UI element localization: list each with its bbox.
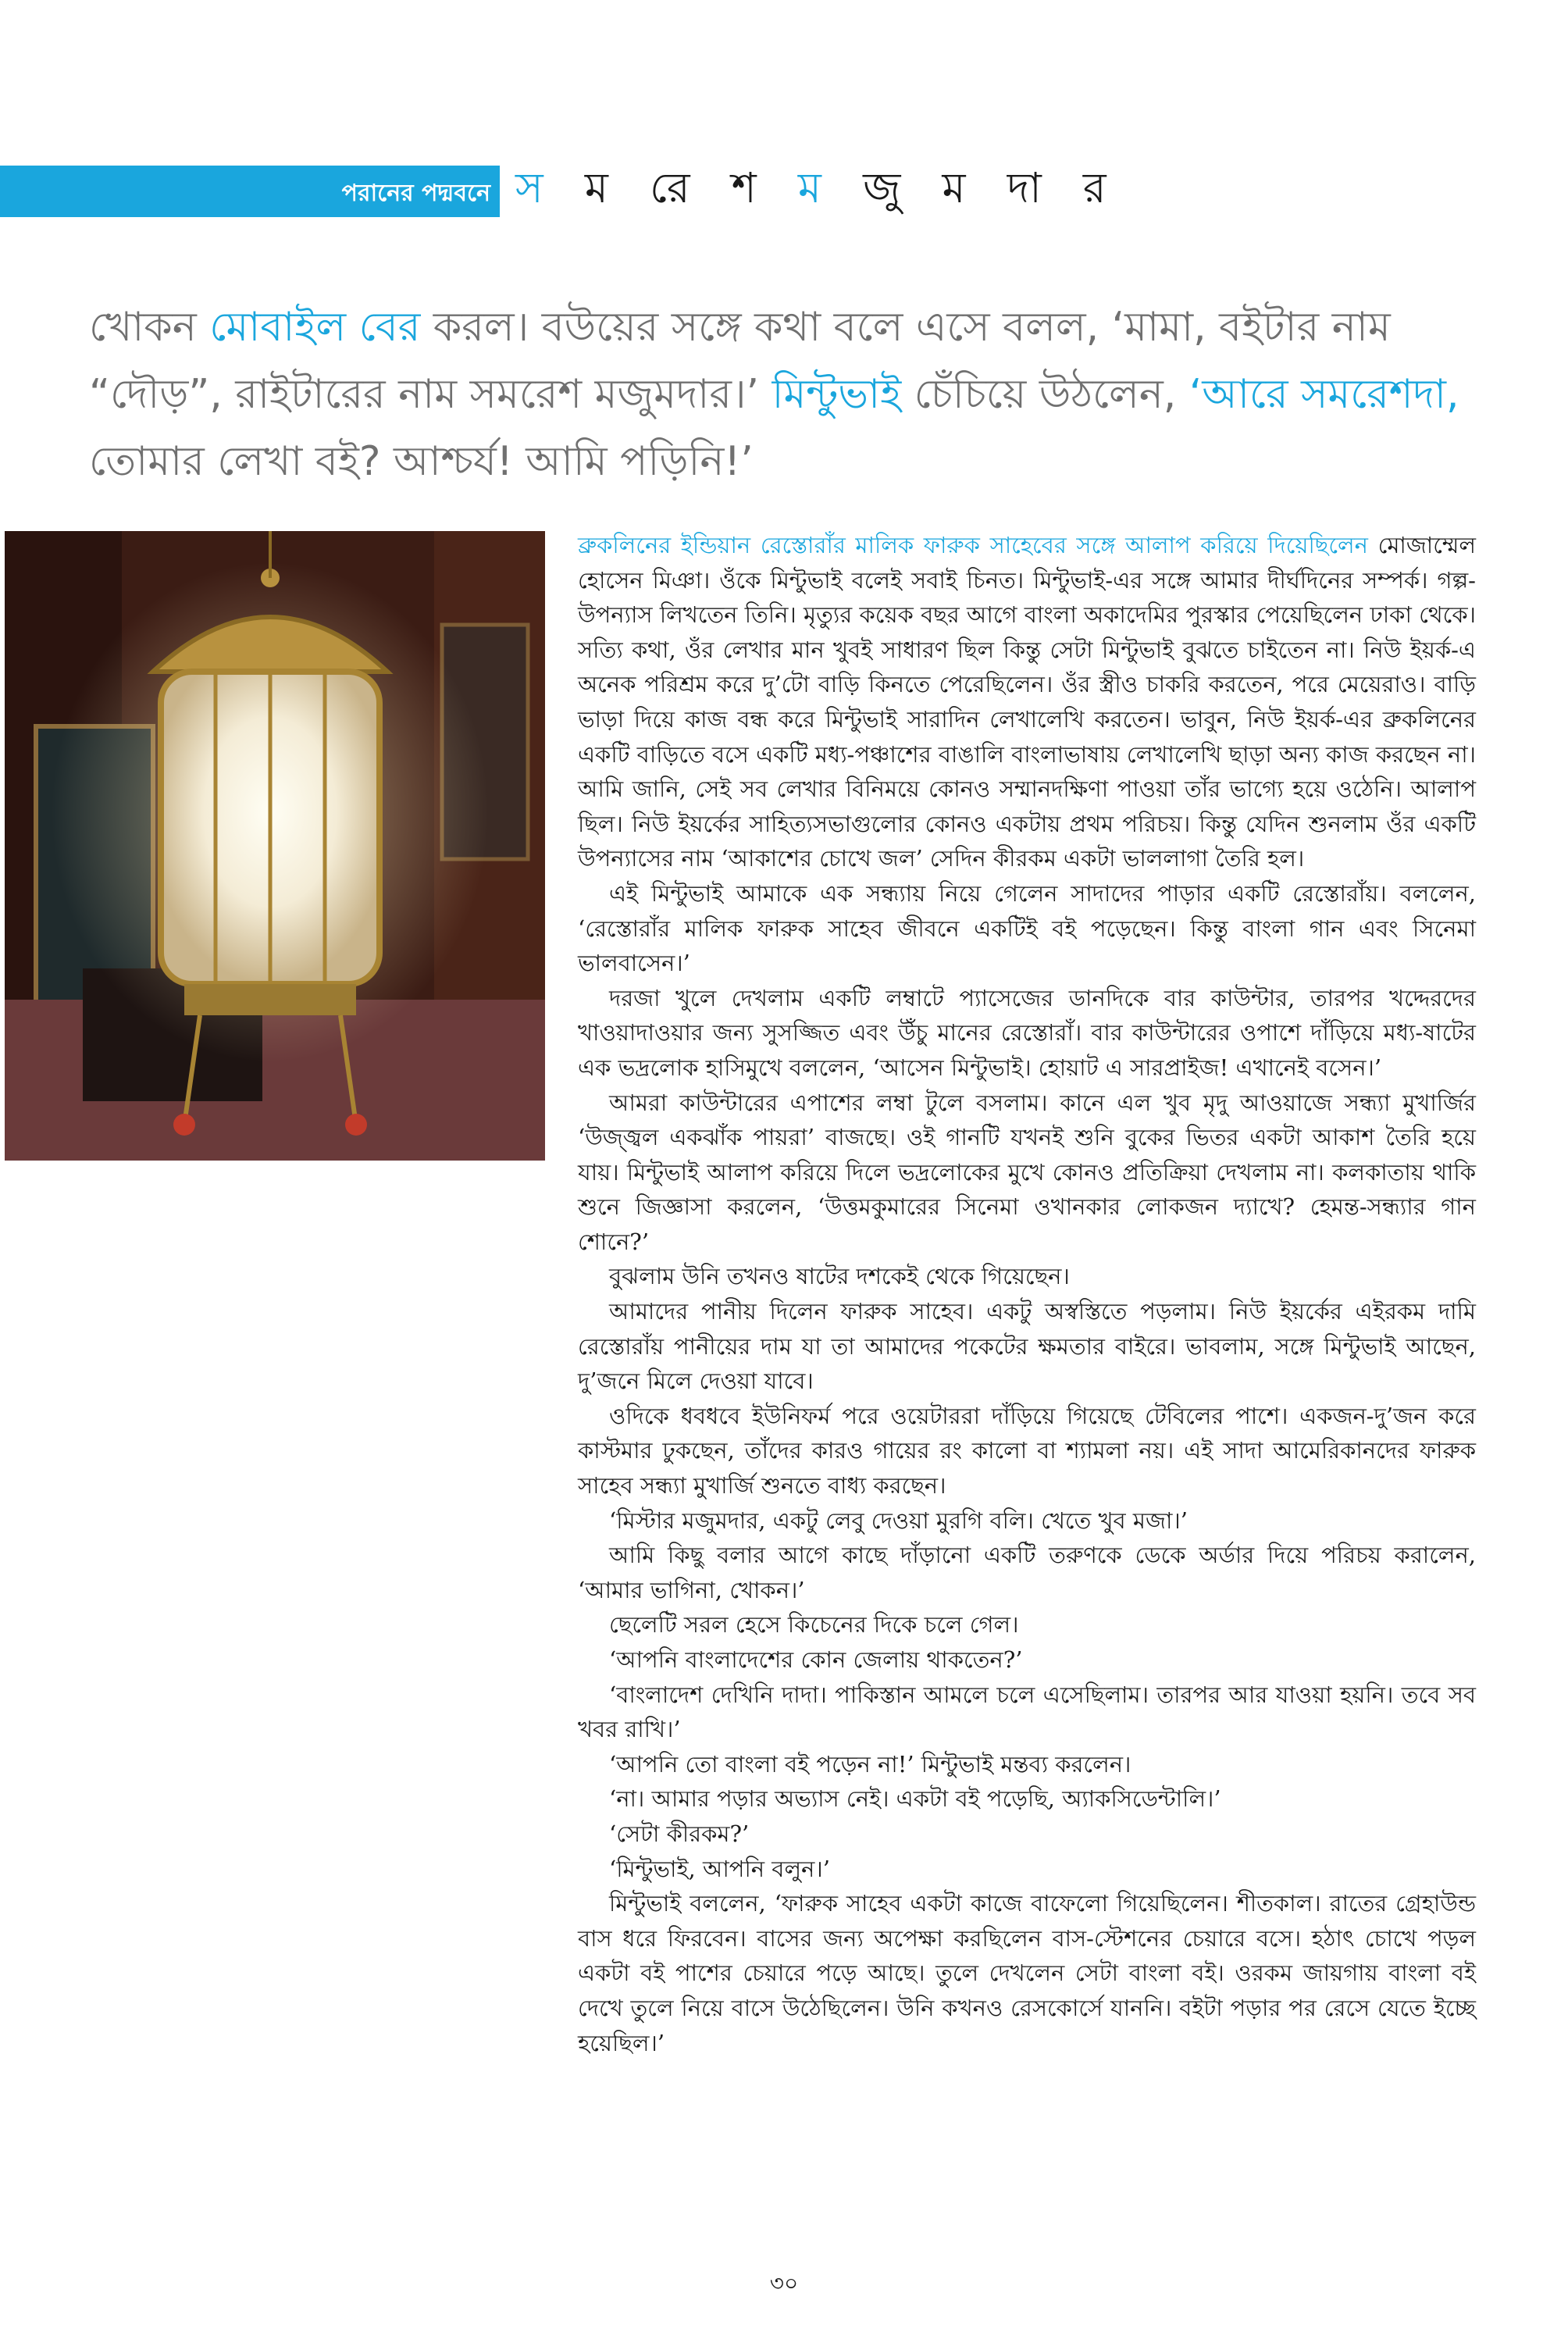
- author-last-initial: ম: [797, 163, 836, 212]
- lead-text: মোজাম্মেল হোসেন মিঞা। ওঁকে মিন্টুভাই বলেই সবাই চিনত। মিন্টুভাই-এর সঙ্গে আমার দীর্ঘদিনের সম্পর্ক। গল্প-উপন্যাস লিখতেন তিনি। মৃত্যুর কয়েক বছর আগে বাংলা অকাদেমির পুরস্কার পেয়েছিলেন ঢাকা থেকে। সত্যি কথা, ওঁর লেখার মান খুবই সাধারণ ছিল কিন্তু সেটা মিন্টুভাই বুঝতে চাইতেন না। নিউ ইয়র্ক-এ অনেক পরিশ্রম করে দু’টো বাড়ি কিনতে পেরেছিলেন। ওঁর স্ত্রীও চাকরি করতেন, পরে মেয়েরাও। বাড়ি ভাড়া দিয়ে কাজ বন্ধ করে মিন্টুভাই সারাদিন লেখালেখি করতেন। ভাবুন, নিউ ইয়র্ক-এর ব্রুকলিনের একটি বাড়িতে বসে একটি মধ্য-পঞ্চাশের বাঙালি বাংলাভাষায় লেখালেখি ছাড়া অন্য কাজ করছেন না। আমি জানি, সেই সব লেখার বিনিময়ে কোনও সম্মানদক্ষিণা পাওয়া তাঁর ভাগ্যে হয়ে ওঠেনি। আলাপ ছিল। নিউ ইয়র্কের সাহিত্যসভাগুলোর কোনও একটায় প্রথম পরিচয়। কিন্তু যেদিন শুনলাম ওঁর একটি উপন্যাসের নাম ‘আকাশের চোখে জল’ সেদিন কীরকম একটা ভাললাগা তৈরি হল।: [578, 532, 1476, 872]
- article-paragraph: ‘মিন্টুভাই, আপনি বলুন।’: [609, 1855, 830, 1882]
- article-paragraph: বুঝলাম উনি তখনও ষাটের দশকেই থেকে গিয়েছেন।: [609, 1263, 1070, 1290]
- author-last-rest: জু ম দা র: [863, 163, 1121, 212]
- author-first-rest: ম রে শ: [584, 163, 771, 212]
- pull-quote-highlight: মিন্টুভাই: [772, 371, 902, 418]
- page-number: ৩০: [769, 2270, 799, 2296]
- article-paragraph: এই মিন্টুভাই আমাকে এক সন্ধ্যায় নিয়ে গেলেন সাদাদের পাড়ার একটি রেস্তোরাঁয়। বললেন, ‘রেস্তোরাঁর মালিক ফারুক সাহেব জীবনে একটিই বই পড়েছেন। কিন্তু বাংলা গান এবং সিনেমা ভালবাসেন।’: [578, 879, 1476, 977]
- author-first-initial: স: [515, 163, 558, 212]
- article-paragraph: ছেলেটি সরল হেসে কিচেনের দিকে চলে গেল।: [609, 1611, 1019, 1639]
- pull-quote-text: তোমার লেখা বই? আশ্চর্য! আমি পড়িনি!’: [89, 438, 754, 485]
- article-lead-paragraph: [578, 528, 1476, 876]
- article-paragraph: ‘আপনি তো বাংলা বই পড়েন না!’ মিন্টুভাই মন্তব্য করলেন।: [609, 1750, 1131, 1778]
- pull-quote-text: করল। বউয়ের সঙ্গে কথা বলে এসে বলল, ‘মামা, বইটার নাম “দৌড়”, রাইটারের নাম সমরেশ মজুমদার।’: [89, 304, 1391, 418]
- article-paragraph: আমি কিছু বলার আগে কাছে দাঁড়ানো একটি তরুণকে ডেকে অর্ডার দিয়ে পরিচয় করালেন, ‘আমার ভাগিনা, খোকন।’: [578, 1542, 1476, 1603]
- pull-quote-text: চেঁচিয়ে উঠলেন,: [901, 371, 1189, 418]
- pull-quote: [89, 294, 1495, 495]
- article-paragraph: দরজা খুলে দেখলাম একটি লম্বাটে প্যাসেজের ডানদিকে বার কাউন্টার, তারপর খদ্দেরদের খাওয়াদাওয়ার জন্য সুসজ্জিত এবং উঁচু মানের রেস্তোরাঁ। বার কাউন্টারের ওপাশে দাঁড়িয়ে মধ্য-ষাটের এক ভদ্রলোক হাসিমুখে বললেন, ‘আসেন মিন্টুভাই। হোয়াট এ সারপ্রাইজ! এখানেই বসেন।’: [578, 984, 1476, 1081]
- author-name: [515, 161, 1121, 216]
- article-paragraph: আমরা কাউন্টারের এপাশের লম্বা টুলে বসলাম। কানে এল খুব মৃদু আওয়াজে সন্ধ্যা মুখার্জির ‘উজ্জ্বল একঝাঁক পায়রা’ বাজছে। ওই গানটি যখনই শুনি বুকের ভিতর একটা আকাশ তৈরি হয়ে যায়। মিন্টুভাই আলাপ করিয়ে দিলে ভদ্রলোকের মুখে কোনও প্রতিক্রিয়া দেখলাম না। কলকাতায় থাকি শুনে জিজ্ঞাসা করলেন, ‘উত্তমকুমারের সিনেমা ওখানকার লোকজন দ্যাখে? হেমন্ত-সন্ধ্যার গান শোনে?’: [578, 1089, 1476, 1255]
- article-paragraph: মিন্টুভাই বললেন, ‘ফারুক সাহেব একটা কাজে বাফেলো গিয়েছিলেন। শীতকাল। রাতের গ্রেহাউন্ড বাস ধরে ফিরবেন। বাসের জন্য অপেক্ষা করছিলেন বাস-স্টেশনের চেয়ারে বসে। হঠাৎ চোখে পড়ল একটা বই পাশের চেয়ারে পড়ে আছে। তুলে দেখলেন সেটা বাংলা বই। ওরকম জায়গায় বাংলা বই দেখে তুলে নিয়ে বাসে উঠেছিলেন। উনি কখনও রেসকোর্সে যাননি। বইটা পড়ার পর রেসে যেতে ইচ্ছে হয়েছিল।’: [578, 1890, 1476, 2056]
- article-body: [578, 528, 1476, 2060]
- article-paragraph: ‘না। আমার পড়ার অভ্যাস নেই। একটা বই পড়েছি, অ্যাকসিডেন্টালি।’: [609, 1785, 1221, 1813]
- article-paragraph: ‘আপনি বাংলাদেশের কোন জেলায় থাকতেন?’: [609, 1646, 1023, 1673]
- lantern-photo: [5, 531, 545, 1161]
- article-paragraph: ‘বাংলাদেশ দেখিনি দাদা। পাকিস্তান আমলে চলে এসেছিলাম। তারপর আর যাওয়া হয়নি। তবে সব খবর রাখি।’: [578, 1681, 1476, 1743]
- article-paragraph: ‘সেটা কীরকম?’: [609, 1820, 750, 1847]
- lead-highlight: ব্রুকলিনের ইন্ডিয়ান রেস্তোরাঁর মালিক ফারুক সাহেবের সঙ্গে আলাপ করিয়ে দিয়েছিলেন: [578, 532, 1368, 558]
- series-title: পরানের পদ্মবনে: [341, 180, 490, 207]
- article-paragraph: আমাদের পানীয় দিলেন ফারুক সাহেব। একটু অস্বস্তিতে পড়লাম। নিউ ইয়র্কের এইরকম দামি রেস্তোরাঁয় পানীয়ের দাম যা তা আমাদের পকেটের ক্ষমতার বাইরে। ভাবলাম, সঙ্গে মিন্টুভাই আছেন, দু’জনে মিলে দেওয়া যাবে।: [578, 1298, 1476, 1395]
- article-paragraph: ওদিকে ধবধবে ইউনিফর্ম পরে ওয়েটাররা দাঁড়িয়ে গিয়েছে টেবিলের পাশে। একজন-দু’জন করে কাস্টমার ঢুকছেন, তাঁদের কারও গায়ের রং কালো বা শ্যামলা নয়। এই সাদা আমেরিকানদের ফারুক সাহেব সন্ধ্যা মুখার্জি শুনতে বাধ্য করছেন।: [578, 1402, 1476, 1500]
- pull-quote-highlight: মোবাইল বের: [209, 304, 421, 351]
- article-paragraph: ‘মিস্টার মজুমদার, একটু লেবু দেওয়া মুরগি বলি। খেতে খুব মজা।’: [609, 1507, 1188, 1534]
- pull-quote-highlight: ‘আরে সমরেশদা,: [1188, 371, 1459, 418]
- pull-quote-text: খোকন: [89, 304, 210, 351]
